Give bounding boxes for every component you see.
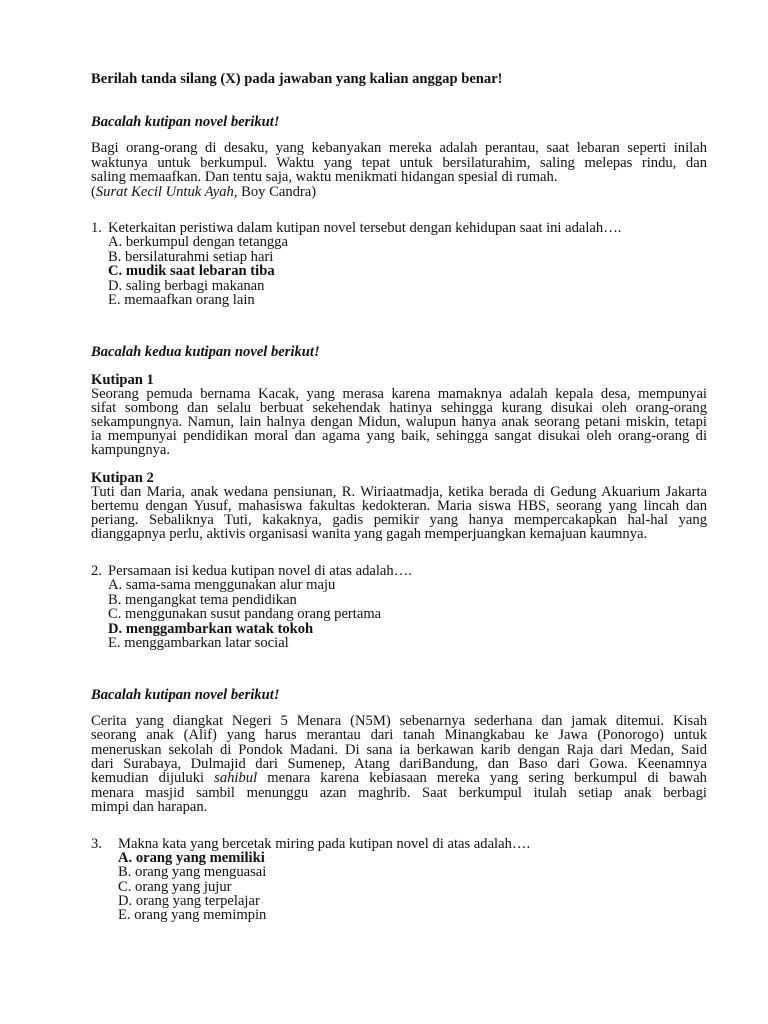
passage-line: Seorang pemuda bernama Kacak, yang merasa karena mamaknya adalah kepala desa, mempunyai — [91, 386, 707, 402]
question-1 — [91, 221, 707, 307]
source-author: Boy Candra) — [241, 183, 317, 200]
question-number: 2. — [91, 563, 102, 579]
passage-line: waktunya untuk berkumpul. Waktu yang tepat untuk bersilaturahim, saling melepas rindu, dan — [91, 154, 707, 171]
answer-option: E. orang yang memimpin — [118, 907, 267, 924]
question-row — [91, 221, 707, 235]
passage-line: menara masjid sambil menunggu azan maghrib. Saat berkumpul itulah setiap anak berbagi — [91, 784, 707, 801]
answer-option: C. mudik saat lebaran tiba — [108, 263, 275, 280]
passage-line: dari Surabaya, Dulmajid dari Sumenep, Atang dariBandung, dan Baso dari Gowa. Keenamnya — [91, 756, 707, 773]
passage-1-heading: Bacalah kutipan novel berikut! — [91, 114, 280, 130]
passage-line: Bagi orang-orang di desaku, yang kebanyakan mereka adalah perantau, saat lebaran seperti inilah — [91, 140, 707, 156]
passage-line: Cerita yang diangkat Negeri 5 Menara (N5M) sebenarnya sederhana dan jamak ditemui. Kisah — [91, 713, 707, 729]
question-text: Makna kata yang bercetak miring pada kutipan novel di atas adalah…. — [118, 836, 531, 852]
passage-line: bertemu dengan Yusuf, mahasiswa fakultas kedokteran. Maria siswa HBS, seorang yang lincah dan — [91, 498, 707, 514]
question-row — [91, 837, 707, 851]
question-3 — [91, 837, 707, 922]
passage-1 — [91, 141, 707, 199]
passage-line: saling memaafkan. Dan tentu saja, waktu menikmati hidangan spesial di rumah. — [91, 169, 558, 186]
answer-option: A. orang yang memiliki — [118, 850, 265, 867]
answer-option: B. bersilaturahmi setiap hari — [108, 248, 274, 265]
excerpt-1 — [91, 373, 707, 457]
passage-line: sekampungnya. Namun, lain halnya dengan Midun, walupun hanya anak seorang petani miskin, tetapi — [91, 414, 707, 430]
question-2 — [91, 564, 707, 650]
passage-line: mimpi dan harapan. — [91, 799, 208, 816]
instruction-text: Berilah tanda silang (X) pada jawaban yang kalian anggap benar! — [91, 71, 503, 87]
line-text: kemudian dijuluki — [91, 770, 205, 787]
answer-option: C. menggunakan susut pandang orang pertama — [108, 606, 382, 623]
excerpt-title: Kutipan 1 — [91, 372, 154, 388]
question-text: Keterkaitan peristiwa dalam kutipan novel tersebut dengan kehidupan saat ini adalah…. — [108, 220, 622, 236]
passage-line: Tuti dan Maria, anak wedana pensiunan, R. Wiriaatmadja, ketika berada di Gedung Akuarium Jakarta — [91, 484, 707, 500]
passage-line: periang. Sebaliknya Tuti, kakaknya, gadis pemikir yang hanya mempercakapkan hal-hal yang — [91, 512, 707, 528]
question-row — [91, 564, 707, 578]
question-number: 1. — [91, 220, 102, 236]
answer-option: D. saling berbagi makanan — [108, 277, 265, 294]
excerpt-2 — [91, 471, 707, 541]
passage-line: sifat sombong dan selalu berbuat sekehendak hatinya sehingga kurang disukai oleh orang-orang — [91, 400, 707, 416]
answer-option: E. memaafkan orang lain — [108, 292, 255, 309]
passage-line: seorang anak (Alif) yang harus merantau dari tanah Minangkabau ke Jawa (Ponorogo) untuk — [91, 727, 707, 744]
passage-3 — [91, 714, 707, 814]
question-text: Persamaan isi kedua kutipan novel di atas adalah…. — [108, 563, 412, 579]
answer-option: B. mengangkat tema pendidikan — [108, 591, 297, 608]
passage-line: meneruskan sekolah di Pondok Madani. Di sana ia berkawan karib dengan Raja dari Medan, Said — [91, 741, 707, 758]
answer-option: E. menggambarkan latar social — [108, 635, 289, 652]
question-number: 3. — [91, 836, 102, 852]
answer-option: D. menggambarkan watak tokoh — [108, 620, 314, 637]
answer-option: A. sama-sama menggunakan alur maju — [108, 577, 336, 594]
line-text: menara karena kebiasaan mereka yang sering berkumpul di bawah — [267, 770, 707, 787]
source-open: ( — [91, 183, 96, 200]
answer-option: A. berkumpul dengan tetangga — [108, 234, 288, 251]
passage-3-heading: Bacalah kutipan novel berikut! — [91, 687, 280, 703]
passage-line — [91, 771, 707, 785]
excerpt-title: Kutipan 2 — [91, 470, 154, 486]
answer-option: D. orang yang terpelajar — [118, 892, 260, 909]
source-citation — [91, 185, 707, 200]
answer-option: C. orang yang jujur — [118, 878, 232, 895]
passage-line: ia mempunyai pendidikan moral dan agama yang baik, sehingga sangat disukai oleh orang-orang di — [91, 428, 707, 444]
italic-term: sahibul — [214, 770, 258, 787]
passage-line: kampungnya. — [91, 442, 171, 458]
answer-option: B. orang yang menguasai — [118, 864, 267, 881]
source-title: Surat Kecil Untuk Ayah, — [95, 183, 238, 200]
passage-line: dianggapnya perlu, aktivis organisasi wanita yang gagah memperjuangkan kemajuan kaumnya. — [91, 526, 648, 542]
passage-2-heading: Bacalah kedua kutipan novel berikut! — [91, 344, 320, 360]
